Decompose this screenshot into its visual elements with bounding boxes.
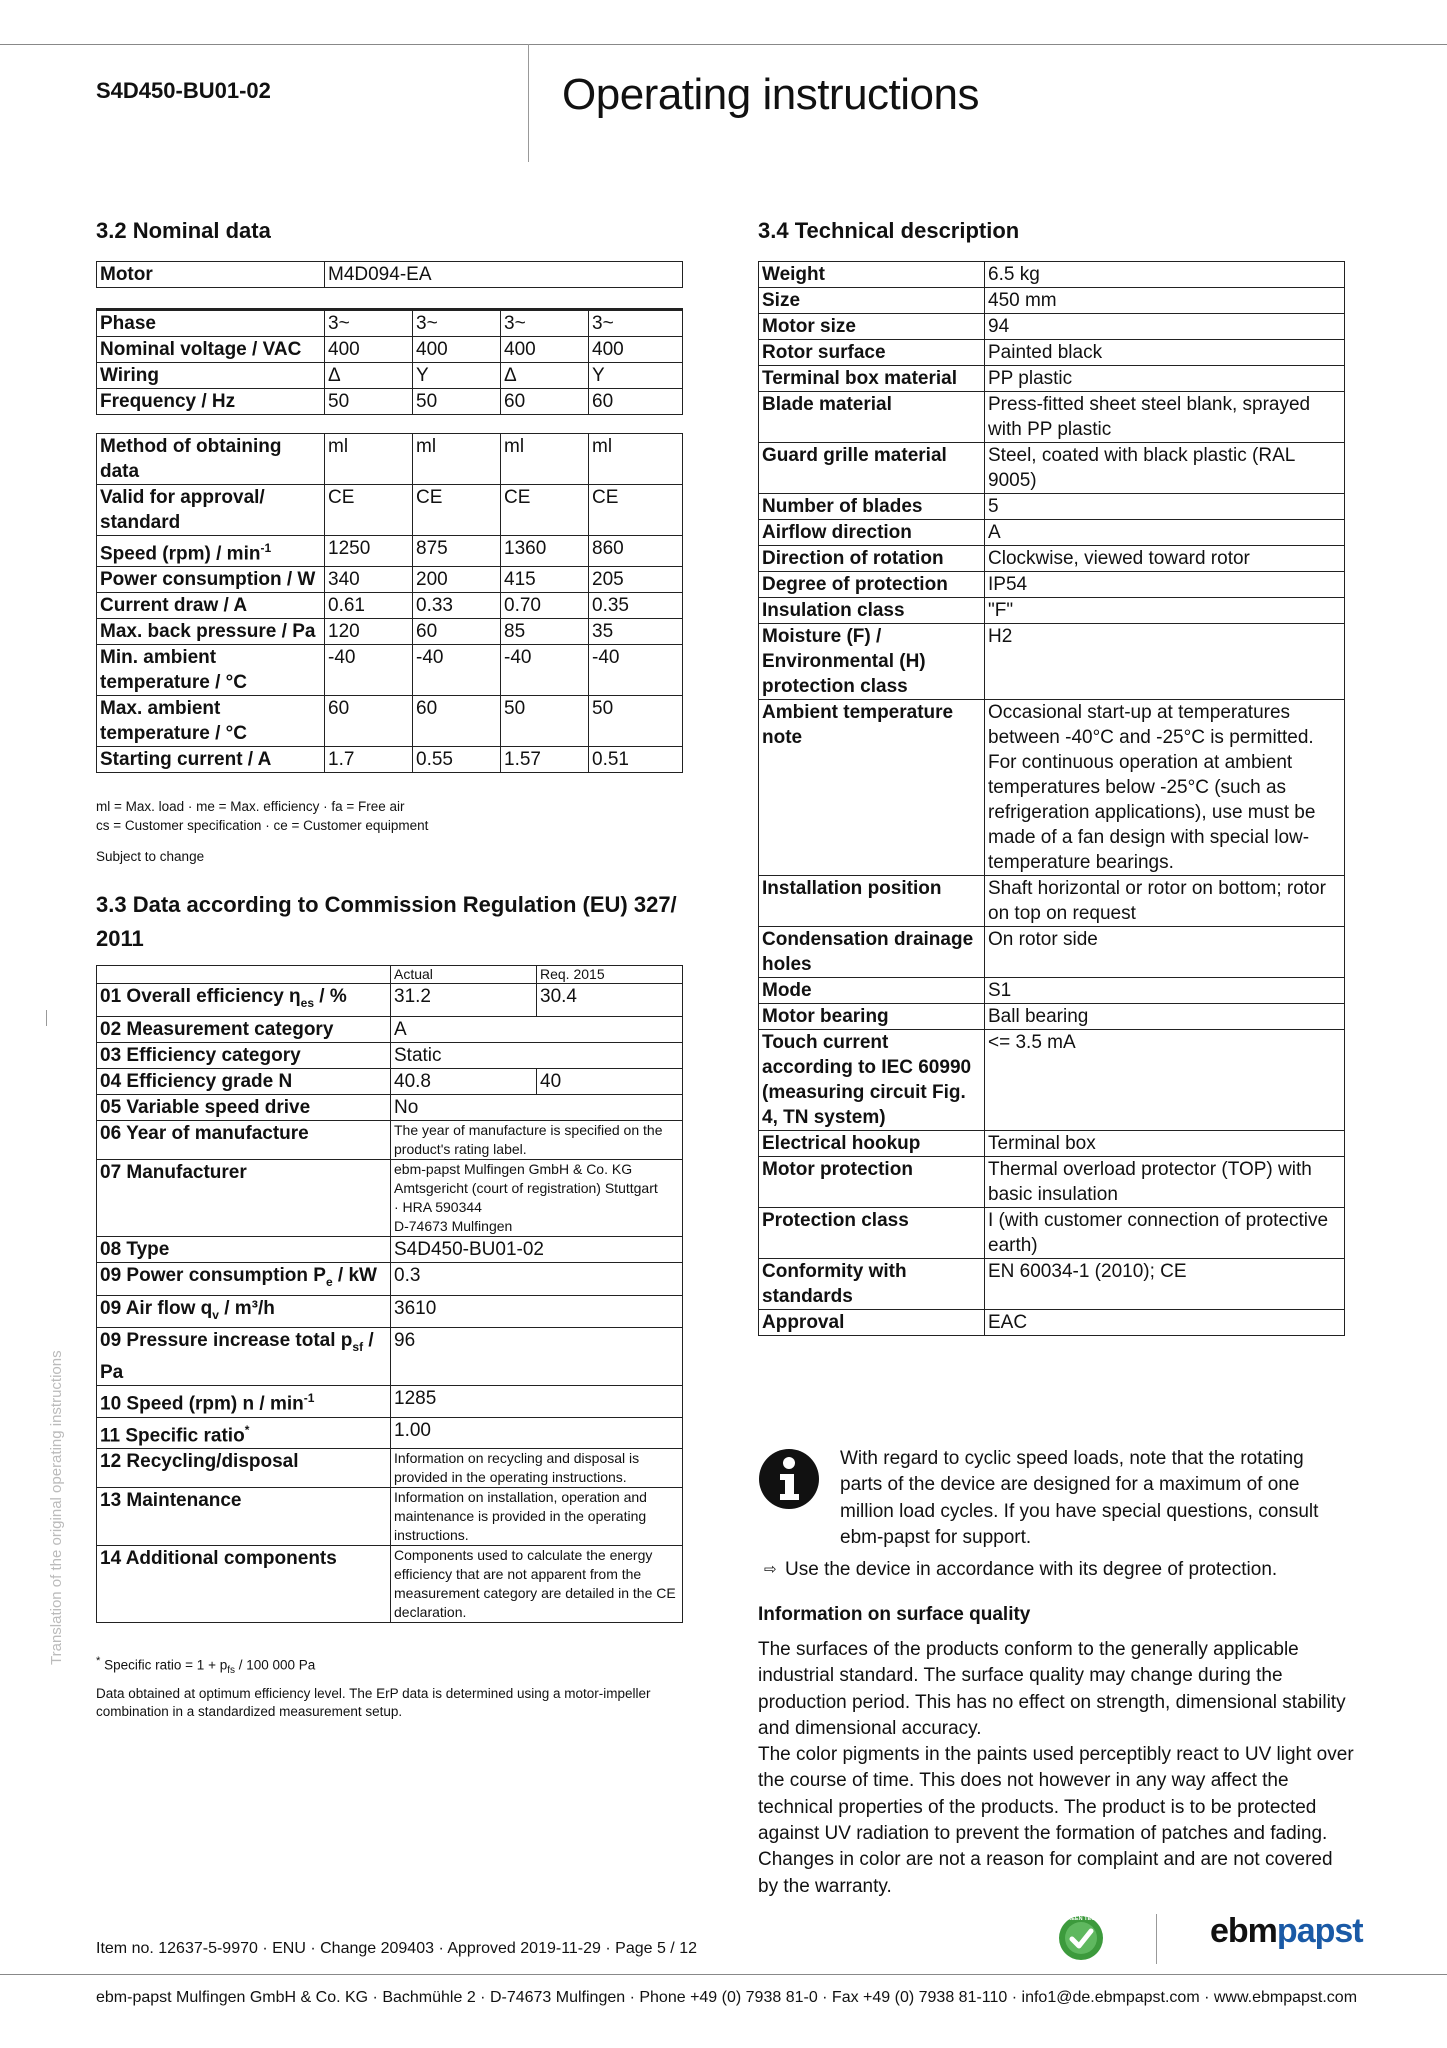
tech-label: Airflow direction [759, 520, 985, 546]
table-row [97, 1448, 683, 1487]
tech-value: Terminal box [985, 1131, 1345, 1157]
table-row [759, 1259, 1345, 1310]
nominal-value: Δ [325, 363, 413, 389]
nominal-value: 415 [501, 567, 589, 593]
erp-label: 09 Pressure increase total $p_{sf}$ / Pa [97, 1328, 391, 1386]
table-row [97, 619, 683, 645]
nominal-value: 1360 [501, 536, 589, 567]
footnote: * Specific ratio = $1 + p_{fs} / 100$ 000 Pa [96, 1655, 316, 1677]
nominal-value: Y [589, 363, 683, 389]
tech-table [758, 261, 1345, 1336]
nominal-value: 120 [325, 619, 413, 645]
tech-label: Mode [759, 978, 985, 1004]
erp-value: 3610 [391, 1295, 683, 1328]
doc-id: S4D450-BU01-02 [96, 78, 271, 103]
erp-value: Components used to calculate the energy efficiency that are not apparent from the measurement category are detailed in the CE declaration. [391, 1545, 683, 1622]
nominal-value: 0.35 [589, 593, 683, 619]
nominal-value: 60 [413, 619, 501, 645]
erp-value: Static [391, 1042, 683, 1068]
tech-label: Moisture (F) / Environmental (H) protection class [759, 624, 985, 700]
table-row [97, 262, 683, 288]
table-row [97, 1236, 683, 1262]
surface-heading: Information on surface quality [758, 1604, 1031, 1625]
nominal-value: 50 [501, 696, 589, 747]
tech-label: Degree of protection [759, 572, 985, 598]
table-row [97, 966, 683, 984]
erp-note: Data obtained at optimum efficiency level. The ErP data is determined using a motor-impeller combination in a standardized measurement setup. [96, 1686, 651, 1719]
tech-value: 5 [985, 494, 1345, 520]
table-row [759, 978, 1345, 1004]
nominal-value: 0.70 [501, 593, 589, 619]
nominal-value: 50 [589, 696, 683, 747]
table-row [97, 567, 683, 593]
header-rule [0, 44, 1447, 45]
nominal-value: -40 [325, 645, 413, 696]
table-row [97, 1262, 683, 1295]
table-row [759, 876, 1345, 927]
table-row [759, 1208, 1345, 1259]
protection-instruction: Use the device in accordance with its degree of protection. [785, 1559, 1278, 1580]
tech-label: Blade material [759, 392, 985, 443]
nominal-value: 200 [413, 567, 501, 593]
info-icon [758, 1448, 820, 1510]
section-3-3-heading: 3.3 Data according to Commission Regulation (EU) 327/ 2011 [96, 892, 677, 951]
nominal-value: 1.57 [501, 747, 589, 773]
tech-value: Ball bearing [985, 1004, 1345, 1030]
erp-req: 30.4 [537, 984, 683, 1017]
erp-label: 14 Additional components [97, 1545, 391, 1622]
nominal-value: CE [325, 485, 413, 536]
tech-value: EN 60034-1 (2010); CE [985, 1259, 1345, 1310]
tech-value: Painted black [985, 340, 1345, 366]
header-divider [528, 44, 529, 162]
tech-label: Number of blades [759, 494, 985, 520]
section-3-4-heading: 3.4 Technical description [758, 218, 1020, 243]
table-row [97, 536, 683, 567]
erp-actual: 40.8 [391, 1068, 537, 1094]
table-row [97, 1545, 683, 1622]
erp-label: 04 Efficiency grade N [97, 1068, 391, 1094]
section-3-2-heading: 3.2 Nominal data [96, 218, 271, 243]
nominal-value: CE [501, 485, 589, 536]
tech-label: Insulation class [759, 598, 985, 624]
nominal-value: 860 [589, 536, 683, 567]
tech-value: <= 3.5 mA [985, 1030, 1345, 1131]
erp-req: 40 [537, 1068, 683, 1094]
table-row [97, 363, 683, 389]
erp-label: 09 Power consumption $P_e$ / kW [97, 1262, 391, 1295]
tech-label: Direction of rotation [759, 546, 985, 572]
tech-value: Steel, coated with black plastic (RAL 9005) [985, 443, 1345, 494]
col-actual: Actual [391, 966, 537, 984]
tech-value: 6.5 kg [985, 262, 1345, 288]
table-row [97, 1120, 683, 1159]
tech-value: Occasional start-up at temperatures between -40°C and -25°C is permitted. For continuous operation at ambient temperatures below -25°C (such as refrigeration applications), use must be made of a fan design with special low-temperature bearings. [985, 700, 1345, 876]
subject-to-change: Subject to change [96, 849, 205, 864]
table-row [759, 1310, 1345, 1336]
nominal-value: 50 [325, 389, 413, 415]
table-row [97, 747, 683, 773]
table-row [759, 520, 1345, 546]
tech-value: EAC [985, 1310, 1345, 1336]
nominal-value: 1.7 [325, 747, 413, 773]
erp-label: 06 Year of manufacture [97, 1120, 391, 1159]
erp-label: 09 Air flow $q_v / m^3/h$ [97, 1295, 391, 1328]
tech-value: Thermal overload protector (TOP) with basic insulation [985, 1157, 1345, 1208]
nominal-label: Current draw / A [97, 593, 325, 619]
nominal-value: 205 [589, 567, 683, 593]
table-row [97, 485, 683, 536]
nominal-value: Y [413, 363, 501, 389]
erp-value: The year of manufacture is specified on the product's rating label. [391, 1120, 683, 1159]
tech-value: On rotor side [985, 927, 1345, 978]
table-row [97, 1386, 683, 1417]
erp-label: 07 Manufacturer [97, 1159, 391, 1236]
table-row [97, 1487, 683, 1545]
tech-value: 450 mm [985, 288, 1345, 314]
erp-label: 01 Overall efficiency $\eta_{es}$ / % [97, 984, 391, 1017]
table-row [759, 546, 1345, 572]
table-row [97, 434, 683, 485]
tech-label: Touch current according to IEC 60990 (measuring circuit Fig. 4, TN system) [759, 1030, 985, 1131]
table-row [97, 1328, 683, 1386]
table-row [97, 389, 683, 415]
nominal-value: 60 [501, 389, 589, 415]
nominal-value: 60 [413, 696, 501, 747]
tech-label: Weight [759, 262, 985, 288]
tech-label: Approval [759, 1310, 985, 1336]
table-row [759, 262, 1345, 288]
ebmpapst-logo: ebmpapst [1210, 1912, 1363, 1950]
erp-value: Information on recycling and disposal is provided in the operating instructions. [391, 1448, 683, 1487]
badge-text: GREEN TECH [1063, 1916, 1100, 1922]
table-row [97, 1295, 683, 1328]
nominal-value: 60 [589, 389, 683, 415]
table-row [759, 1030, 1345, 1131]
tech-label: Installation position [759, 876, 985, 927]
table-row [97, 337, 683, 363]
table-row [759, 927, 1345, 978]
table-row [759, 700, 1345, 876]
nominal-value: 3~ [413, 310, 501, 337]
erp-label: 10 Speed (rpm) n / $\min^{-1}$ [97, 1386, 391, 1417]
legend-line-1: ml = Max. load · me = Max. efficiency · fa = Free air [96, 799, 405, 814]
tech-value: I (with customer connection of protective earth) [985, 1208, 1345, 1259]
nominal-label: Nominal voltage / VAC [97, 337, 325, 363]
tech-value: Clockwise, viewed toward rotor [985, 546, 1345, 572]
page-title: Operating instructions [562, 70, 979, 119]
nominal-value: 400 [325, 337, 413, 363]
erp-value: No [391, 1094, 683, 1120]
table-row [759, 1004, 1345, 1030]
table-row [759, 624, 1345, 700]
tech-label: Motor bearing [759, 1004, 985, 1030]
table-row [97, 1159, 683, 1236]
nominal-value: 0.55 [413, 747, 501, 773]
tech-label: Protection class [759, 1208, 985, 1259]
tech-value: IP54 [985, 572, 1345, 598]
tech-label: Condensation drainage holes [759, 927, 985, 978]
erp-value: 0.3 [391, 1262, 683, 1295]
nominal-value: 875 [413, 536, 501, 567]
table-row [97, 310, 683, 337]
arrow-icon: ⇨ [764, 1561, 777, 1578]
nominal-label: Starting current / A [97, 747, 325, 773]
tech-value: 94 [985, 314, 1345, 340]
tech-value: PP plastic [985, 366, 1345, 392]
footer-divider [1156, 1914, 1157, 1964]
nominal-label: Phase [97, 310, 325, 337]
tech-label: Motor size [759, 314, 985, 340]
company-line: ebm-papst Mulfingen GmbH & Co. KG · Bachmühle 2 · D-74673 Mulfingen · Phone +49 (0) 7938 81-0 · Fax +49 (0) 7938 81-110 · info1@de.ebmpapst.com · www.ebmpapst.com [96, 1989, 1358, 2006]
nominal-label: Max. ambient temperature / °C [97, 696, 325, 747]
nominal-value: 400 [501, 337, 589, 363]
nominal-value: ml [325, 434, 413, 485]
nominal-label: Speed $(rpm) / \min^{-1}$ [97, 536, 325, 567]
col-req: Req. 2015 [537, 966, 683, 984]
table-row [759, 340, 1345, 366]
erp-value: 1.00 [391, 1417, 683, 1448]
tech-label: Rotor surface [759, 340, 985, 366]
motor-value: M4D094-EA [325, 262, 683, 288]
tech-label: Conformity with standards [759, 1259, 985, 1310]
nominal-value: -40 [501, 645, 589, 696]
nominal-value: 50 [413, 389, 501, 415]
tech-value: Shaft horizontal or rotor on bottom; rotor on top on request [985, 876, 1345, 927]
tech-label: Motor protection [759, 1157, 985, 1208]
nominal-value: Δ [501, 363, 589, 389]
tech-value: Press-fitted sheet steel blank, sprayed with PP plastic [985, 392, 1345, 443]
table-row [759, 314, 1345, 340]
erp-label: 11 Specific ratio* [97, 1417, 391, 1448]
table-row [759, 598, 1345, 624]
nominal-value: 3~ [589, 310, 683, 337]
table-row [97, 1094, 683, 1120]
nominal-value: 0.51 [589, 747, 683, 773]
table-row [759, 1131, 1345, 1157]
erp-table [96, 965, 683, 1623]
table-row [97, 593, 683, 619]
nominal-label: Max. back pressure / Pa [97, 619, 325, 645]
erp-label: 12 Recycling/disposal [97, 1448, 391, 1487]
nominal-label: Method of obtaining data [97, 434, 325, 485]
nominal-value: -40 [589, 645, 683, 696]
nominal-value: ml [413, 434, 501, 485]
tech-label: Size [759, 288, 985, 314]
nominal-value: 0.33 [413, 593, 501, 619]
nominal-value: -40 [413, 645, 501, 696]
motor-table [96, 261, 683, 288]
table-row [759, 494, 1345, 520]
nominal-value: 400 [589, 337, 683, 363]
side-tick [46, 1010, 47, 1026]
erp-value: A [391, 1016, 683, 1042]
table-row [97, 984, 683, 1017]
table-row [97, 645, 683, 696]
nominal-label: Valid for approval/ standard [97, 485, 325, 536]
nominal-table-b [96, 433, 683, 773]
erp-label: 05 Variable speed drive [97, 1094, 391, 1120]
tech-value: "F" [985, 598, 1345, 624]
nominal-value: 400 [413, 337, 501, 363]
nominal-value: ml [501, 434, 589, 485]
table-row [759, 443, 1345, 494]
info-text: With regard to cyclic speed loads, note that the rotating parts of the device are designed for a maximum of one million load cycles. If you have special questions, consult ebm-papst for support. [840, 1448, 1319, 1548]
nominal-label: Wiring [97, 363, 325, 389]
surface-text: The surfaces of the products conform to the generally applicable industrial standard. The surface quality may change during the production period. This has no effect on strength, dimensional stability and dimensional accuracy. The color pigments in the paints used perceptibly react to UV light over the course of time. This does not however in any way affect the technical properties of the products. The product is to be protected against UV radiation to prevent the formation of patches and fading. Changes in color are not a reason for complaint and are not covered by the warranty. [758, 1639, 1354, 1897]
table-row [97, 1016, 683, 1042]
footer-rule [0, 1974, 1447, 1975]
table-row [759, 1157, 1345, 1208]
tech-value: H2 [985, 624, 1345, 700]
nominal-label: Min. ambient temperature / °C [97, 645, 325, 696]
nominal-value: CE [413, 485, 501, 536]
erp-label: 08 Type [97, 1236, 391, 1262]
erp-value: Information on installation, operation and maintenance is provided in the operating instructions. [391, 1487, 683, 1545]
table-row [759, 392, 1345, 443]
nominal-label: Frequency / Hz [97, 389, 325, 415]
table-row [759, 366, 1345, 392]
erp-value: 96 [391, 1328, 683, 1386]
nominal-value: 0.61 [325, 593, 413, 619]
nominal-value: 340 [325, 567, 413, 593]
item-line: Item no. 12637-5-9970 · ENU · Change 209403 · Approved 2019-11-29 · Page 5 / 12 [96, 1940, 697, 1957]
tech-label: Guard grille material [759, 443, 985, 494]
nominal-value: 1250 [325, 536, 413, 567]
erp-label: 02 Measurement category [97, 1016, 391, 1042]
nominal-value: 85 [501, 619, 589, 645]
erp-label: 13 Maintenance [97, 1487, 391, 1545]
nominal-value: ml [589, 434, 683, 485]
tech-label: Ambient temperature note [759, 700, 985, 876]
table-row [97, 1042, 683, 1068]
legend-line-2: cs = Customer specification · ce = Customer equipment [96, 818, 429, 833]
erp-value: S4D450-BU01-02 [391, 1236, 683, 1262]
table-row [97, 1417, 683, 1448]
nominal-value: CE [589, 485, 683, 536]
nominal-value: 60 [325, 696, 413, 747]
nominal-table-a [96, 308, 683, 415]
nominal-value: 3~ [501, 310, 589, 337]
manufacturer-value: ebm-papst Mulfingen GmbH & Co. KG Amtsgericht (court of registration) Stuttgart · HRA 590344 D-74673 Mulfingen [391, 1159, 683, 1236]
tech-value: A [985, 520, 1345, 546]
tech-value: S1 [985, 978, 1345, 1004]
nominal-label: Power consumption / W [97, 567, 325, 593]
nominal-value: 35 [589, 619, 683, 645]
erp-actual: 31.2 [391, 984, 537, 1017]
table-row [97, 1068, 683, 1094]
motor-label: Motor [97, 262, 325, 288]
erp-label: 03 Efficiency category [97, 1042, 391, 1068]
erp-value: 1285 [391, 1386, 683, 1417]
table-row [97, 696, 683, 747]
table-row [759, 288, 1345, 314]
tech-label: Terminal box material [759, 366, 985, 392]
nominal-value: 3~ [325, 310, 413, 337]
table-row [759, 572, 1345, 598]
tech-label: Electrical hookup [759, 1131, 985, 1157]
